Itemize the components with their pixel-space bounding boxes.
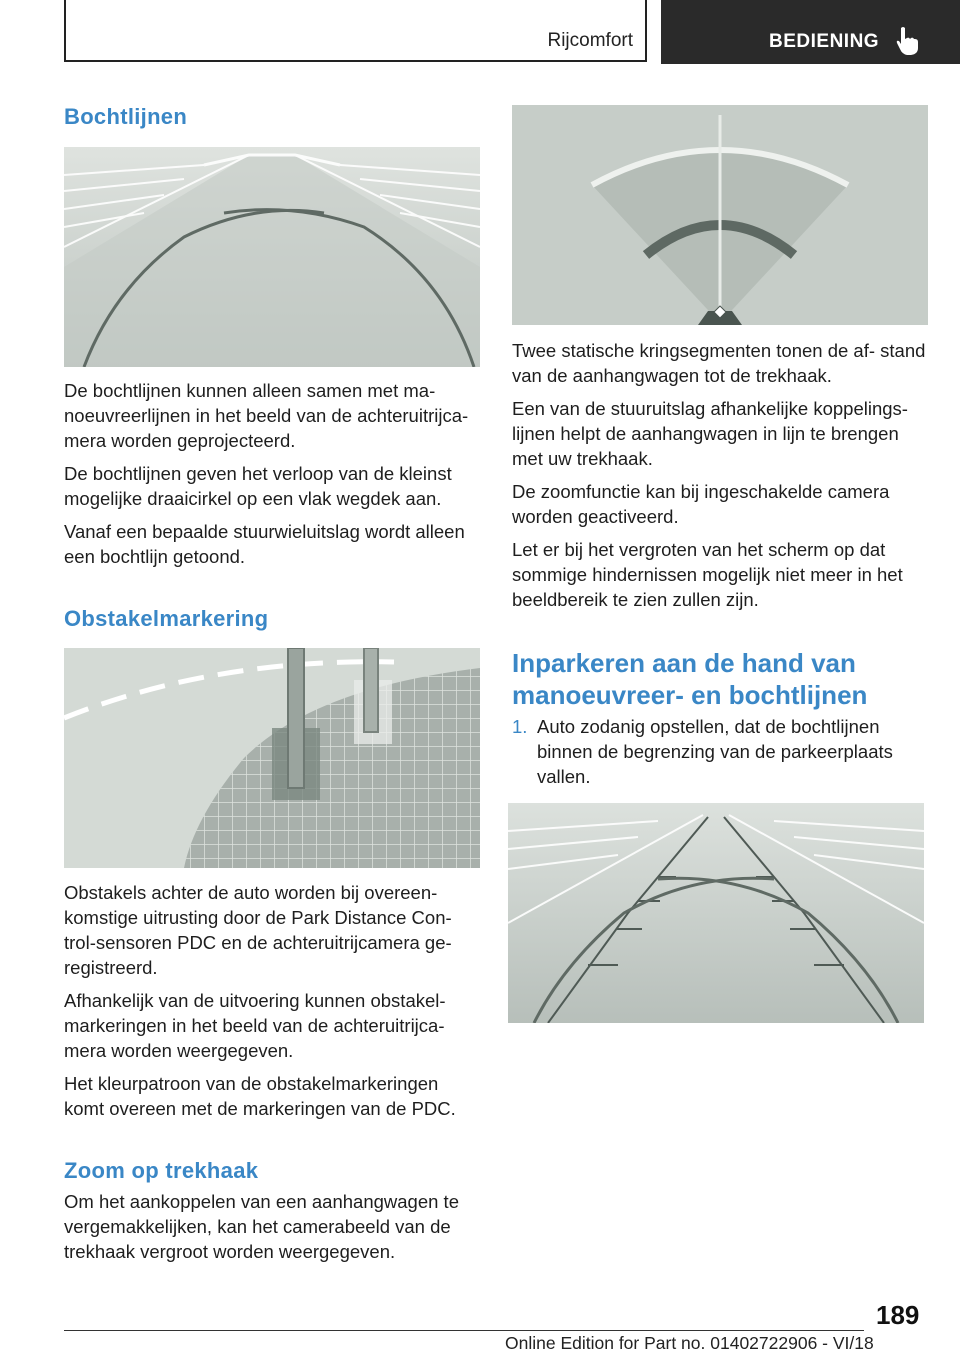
paragraph: Obstakels achter de auto worden bij overeen‐ komstige uitrusting door de Park Distance Con‐ trol-sensoren PDC en de achteruitrijcamera ge‐ registreerd. — [64, 882, 452, 978]
heading-inparkeren: Inparkeren aan de hand van manoeuvreer- en bochtlijnen — [512, 648, 868, 710]
footer-divider — [64, 1330, 864, 1331]
page-number: 189 — [876, 1300, 920, 1330]
heading-zoom-op-trekhaak: Zoom op trekhaak — [64, 1158, 259, 1183]
figure-bochtlijnen — [64, 147, 480, 367]
step-item — [512, 714, 928, 789]
s2-body — [64, 880, 480, 1121]
right-body — [512, 338, 928, 612]
paragraph: Om het aankoppelen van een aanhangwagen te vergemakkelijken, kan het camerabeeld van de trekhaak vergroot worden weergegeven. — [64, 1191, 459, 1262]
heading-bochtlijnen: Bochtlijnen — [64, 104, 188, 129]
chapter-title: BEDIENING — [769, 31, 880, 52]
heading-obstakelmarkering: Obstakelmarkering — [64, 606, 269, 631]
figure-obstakelmarkering — [64, 648, 480, 868]
paragraph: Een van de stuuruitslag afhankelijke koppelings‐ lijnen helpt de aanhangwagen in lijn te brengen met uw trekhaak. — [512, 398, 908, 469]
paragraph: Let er bij het vergroten van het scherm op dat sommige hindernissen mogelijk niet meer in het beeldbereik te zien zullen zijn. — [512, 539, 903, 610]
chapter-tab — [661, 0, 960, 64]
paragraph: De bochtlijnen geven het verloop van de kleinst mogelijke draaicirkel op een vlak wegdek aan. — [64, 463, 452, 509]
edition-line: Online Edition for Part no. 01402722906 - VI/18 — [505, 1333, 874, 1353]
paragraph: De zoomfunctie kan bij ingeschakelde camera worden geactiveerd. — [512, 481, 890, 527]
section-title: Rijcomfort — [547, 30, 633, 51]
s1-body — [64, 378, 480, 569]
paragraph: Het kleurpatroon van de obstakelmarkeringen komt overeen met de markeringen van de PDC. — [64, 1073, 456, 1119]
paragraph: Twee statische kringsegmenten tonen de af‐ stand van de aanhangwagen tot de trekhaak. — [512, 340, 926, 386]
paragraph: De bochtlijnen kunnen alleen samen met ma‐ noeuvreerlijnen in het beeld van de achteruitrijca‐ mera worden geprojecteerd. — [64, 380, 469, 451]
header-section-box — [64, 0, 647, 62]
pointing-hand-icon — [895, 26, 921, 56]
figure-inparkeren — [508, 803, 924, 1023]
figure-zoom-trekhaak — [512, 105, 928, 325]
s3-body — [64, 1189, 480, 1264]
paragraph: Vanaf een bepaalde stuurwieluitslag wordt alleen een bochtlijn getoond. — [64, 521, 465, 567]
paragraph: Afhankelijk van de uitvoering kunnen obstakel‐ markeringen in het beeld van de achteruitrijca‐ mera worden weergegeven. — [64, 990, 446, 1061]
step-text: Auto zodanig opstellen, dat de bochtlijnen binnen de begrenzing van de parkeerplaats vallen. — [537, 716, 893, 787]
step-number: 1. — [512, 716, 528, 737]
